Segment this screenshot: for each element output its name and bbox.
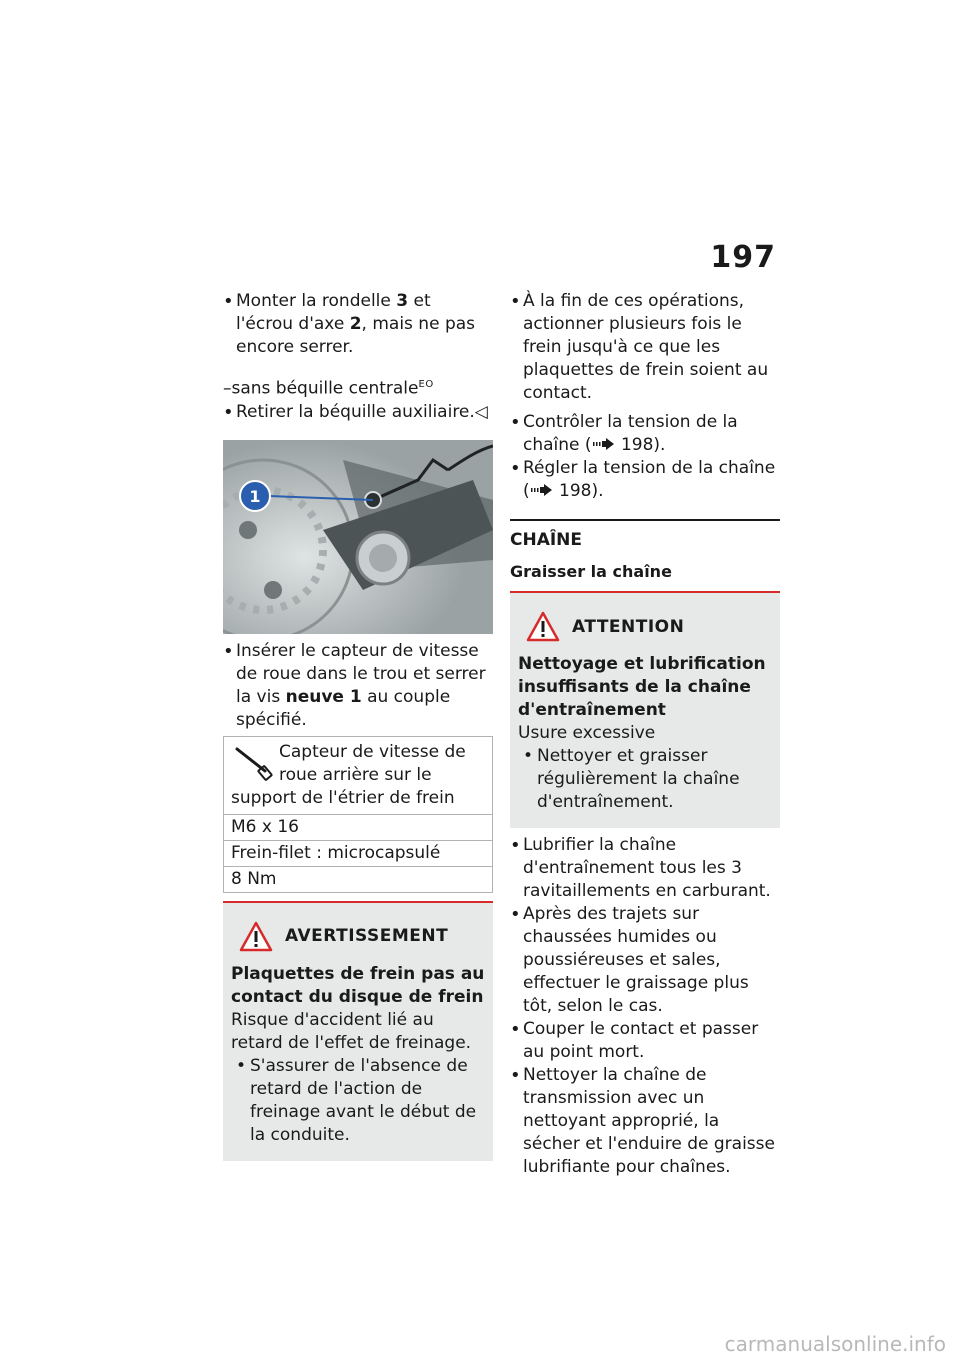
subsection-title: Graisser la chaîne	[510, 562, 672, 581]
photo-illustration	[223, 440, 493, 634]
warning-action: • S'assurer de l'absence de retard de l'action de freinage avant le début de la conduite.	[231, 1055, 485, 1147]
warning-triangle-icon	[239, 921, 273, 953]
step-mount-washer: • Monter la rondelle 3 et l'écrou d'axe 2, mais ne pas encore serrer.	[223, 290, 493, 359]
step-lubricate-chain: • Lubrifier la chaîne d'entraînement tous les 3 ravitaillements en carburant.	[510, 834, 780, 903]
attention-title: ATTENTION	[572, 616, 685, 637]
attention-action: • Nettoyer et graisser régulièrement la chaîne d'entraînement.	[518, 745, 772, 814]
page-reference-arrow-icon	[592, 437, 616, 451]
torque-spec-heading: Capteur de vitesse de roue arrière sur le support de l'étrier de frein	[231, 741, 466, 808]
step-adjust-chain-tension: • Régler la tension de la chaîne ( 198).	[510, 457, 780, 503]
step-remove-aux-stand: • Retirer la béquille auxiliaire.◁	[223, 401, 493, 424]
step-actuate-brake: • À la fin de ces opérations, actionner plusieurs fois le frein jusqu'à ce que les plaquettes de frein soient au contact.	[510, 290, 780, 405]
photo-callout-1: 1	[249, 486, 261, 506]
page-number: 197	[710, 240, 776, 275]
section-title: CHAÎNE	[510, 530, 583, 550]
section-divider	[510, 519, 780, 521]
step-ignition-off: • Couper le contact et passer au point mort.	[510, 1018, 780, 1064]
left-column	[223, 290, 493, 1161]
condition-no-centre-stand: –sans béquille centrale$^{EO}$	[223, 378, 434, 399]
step-insert-sensor: • Insérer le capteur de vitesse de roue dans le trou et serrer la vis neuve 1 au couple spécifié.	[223, 640, 493, 732]
warning-title: AVERTISSEMENT	[285, 926, 449, 947]
attention-headline: Nettoyage et lubrification insuffisants de la chaîne d'entraînement	[518, 654, 766, 720]
attention-consequence: Usure excessive	[518, 723, 656, 743]
spec-row-threadlock: Frein-filet : microcapsulé	[224, 840, 492, 866]
torque-spec-table	[223, 736, 493, 893]
torque-wrench-icon	[231, 741, 275, 783]
page-reference-arrow-icon	[530, 483, 554, 497]
wheel-speed-sensor-photo	[223, 440, 493, 634]
spec-row-size: M6 x 16	[224, 814, 492, 840]
watermark: carmanualsonline.info	[724, 1332, 946, 1356]
right-column	[510, 290, 780, 1179]
eo-tag: EO	[418, 379, 434, 390]
warning-headline: Plaquettes de frein pas au contact du disque de frein	[231, 963, 485, 1007]
warning-triangle-icon	[526, 611, 560, 643]
step-clean-chain: • Nettoyer la chaîne de transmission avec un nettoyant approprié, la sécher et l'enduire de graisse lubrifiante pour chaînes.	[510, 1064, 780, 1179]
attention-box	[510, 591, 780, 828]
warning-box	[223, 901, 493, 1161]
step-check-chain-tension: • Contrôler la tension de la chaîne ( 198).	[510, 411, 780, 457]
spec-row-torque: 8 Nm	[224, 866, 492, 892]
step-lubricate-earlier: • Après des trajets sur chaussées humides ou poussiéreuses et sales, effectuer le graissage plus tôt, selon le cas.	[510, 903, 780, 1018]
warning-risk: Risque d'accident lié au retard de l'effet de freinage.	[231, 1009, 472, 1053]
